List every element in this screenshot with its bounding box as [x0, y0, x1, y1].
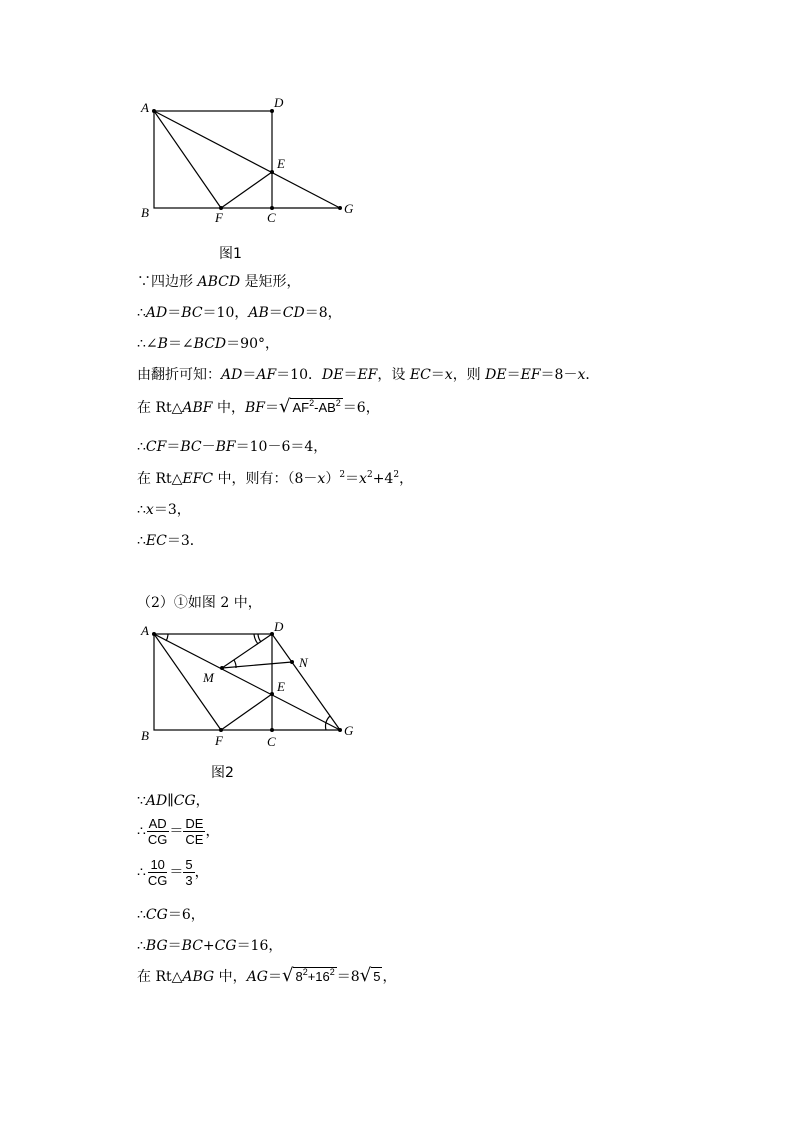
- segment-fe: [221, 172, 272, 208]
- label-c: C: [267, 734, 276, 749]
- step-8: ∴x＝3，: [137, 502, 191, 518]
- label-f: F: [215, 733, 223, 748]
- fraction-ad-cg: $\frac{AD}{CG}$: [147, 816, 168, 847]
- step-13: ∴CG＝6，: [137, 907, 205, 923]
- label-e: E: [277, 679, 285, 694]
- segment-fe: [221, 694, 272, 730]
- label-c: C: [267, 210, 276, 225]
- segment-ag: [154, 634, 340, 730]
- figure-2-diagram: [0, 620, 793, 760]
- part-2-heading: （2）①如图 2 中，: [137, 595, 262, 611]
- segment-mn: [222, 662, 292, 668]
- fraction-10-cg: $\frac{10}{CG}$: [147, 857, 168, 888]
- label-m: M: [203, 670, 214, 685]
- label-b: B: [141, 205, 149, 220]
- label-d: D: [274, 619, 284, 634]
- step-5: 在 Rt△ABF 中，BF＝√ $AF^2-AB^2 =6$，: [137, 396, 380, 417]
- segment-af: [154, 111, 221, 208]
- label-a: A: [141, 100, 149, 115]
- step-10: ∵AD∥CG，: [137, 793, 210, 809]
- label-a: A: [141, 623, 149, 638]
- figure-1-caption: 图1: [219, 246, 242, 262]
- angle-mark-d1: [254, 634, 258, 644]
- step-1: ∵四边形 ABCD 是矩形，: [137, 274, 301, 290]
- label-n: N: [299, 655, 308, 670]
- step-11: ∴ $\frac{AD}{CG}$ ＝ $\frac{DE}{CE}$ ，: [137, 816, 220, 847]
- label-g: G: [344, 723, 354, 738]
- step-2: ∴AD＝BC＝10，AB＝CD＝8，: [137, 305, 342, 321]
- label-e: E: [277, 156, 285, 171]
- label-f: F: [215, 210, 223, 225]
- rectangle-abcd: [154, 111, 272, 208]
- label-b: B: [141, 728, 149, 743]
- segment-md: [222, 634, 272, 668]
- label-g: G: [344, 201, 354, 216]
- label-d: D: [274, 95, 284, 110]
- step-3: ∴∠B＝∠BCD＝90°，: [137, 336, 279, 352]
- figure-1-diagram: [0, 90, 793, 330]
- figure-2-caption: 图2: [211, 765, 234, 781]
- segment-ag: [154, 111, 340, 208]
- fraction-5-3: $\frac{5}{3}$: [185, 857, 193, 888]
- fraction-de-ce: $\frac{DE}{CE}$: [185, 816, 204, 847]
- angle-mark-a: [166, 634, 168, 641]
- step-15: 在 Rt△ABG 中，AG＝√ $8^2+16^2 =8√$ 5 ，: [137, 965, 397, 986]
- step-12: ∴ $\frac{10}{CG}$ ＝ $\frac{5}{3}$ ，: [137, 857, 209, 888]
- step-7: 在 Rt△EFC 中，则有：$(8-x)^2=x^2+4^2$，: [137, 470, 414, 487]
- sqrt-expression: √ $AF^2-AB^2$: [278, 396, 341, 417]
- step-9: ∴EC＝3．: [137, 533, 204, 549]
- sqrt-five: √ 5: [359, 965, 381, 986]
- angle-mark-g: [325, 716, 330, 730]
- step-4: 由翻折可知：AD＝AF＝10．DE＝EF，设 EC＝x，则 DE＝EF＝8－x．: [137, 367, 600, 383]
- step-14: ∴BG＝BC+CG＝16，: [137, 938, 283, 954]
- angle-mark-d2: [258, 634, 261, 642]
- sqrt-expression: √ $8^2+16^2$: [281, 965, 335, 986]
- step-6: ∴CF＝BC－BF＝10－6＝4，: [137, 439, 328, 455]
